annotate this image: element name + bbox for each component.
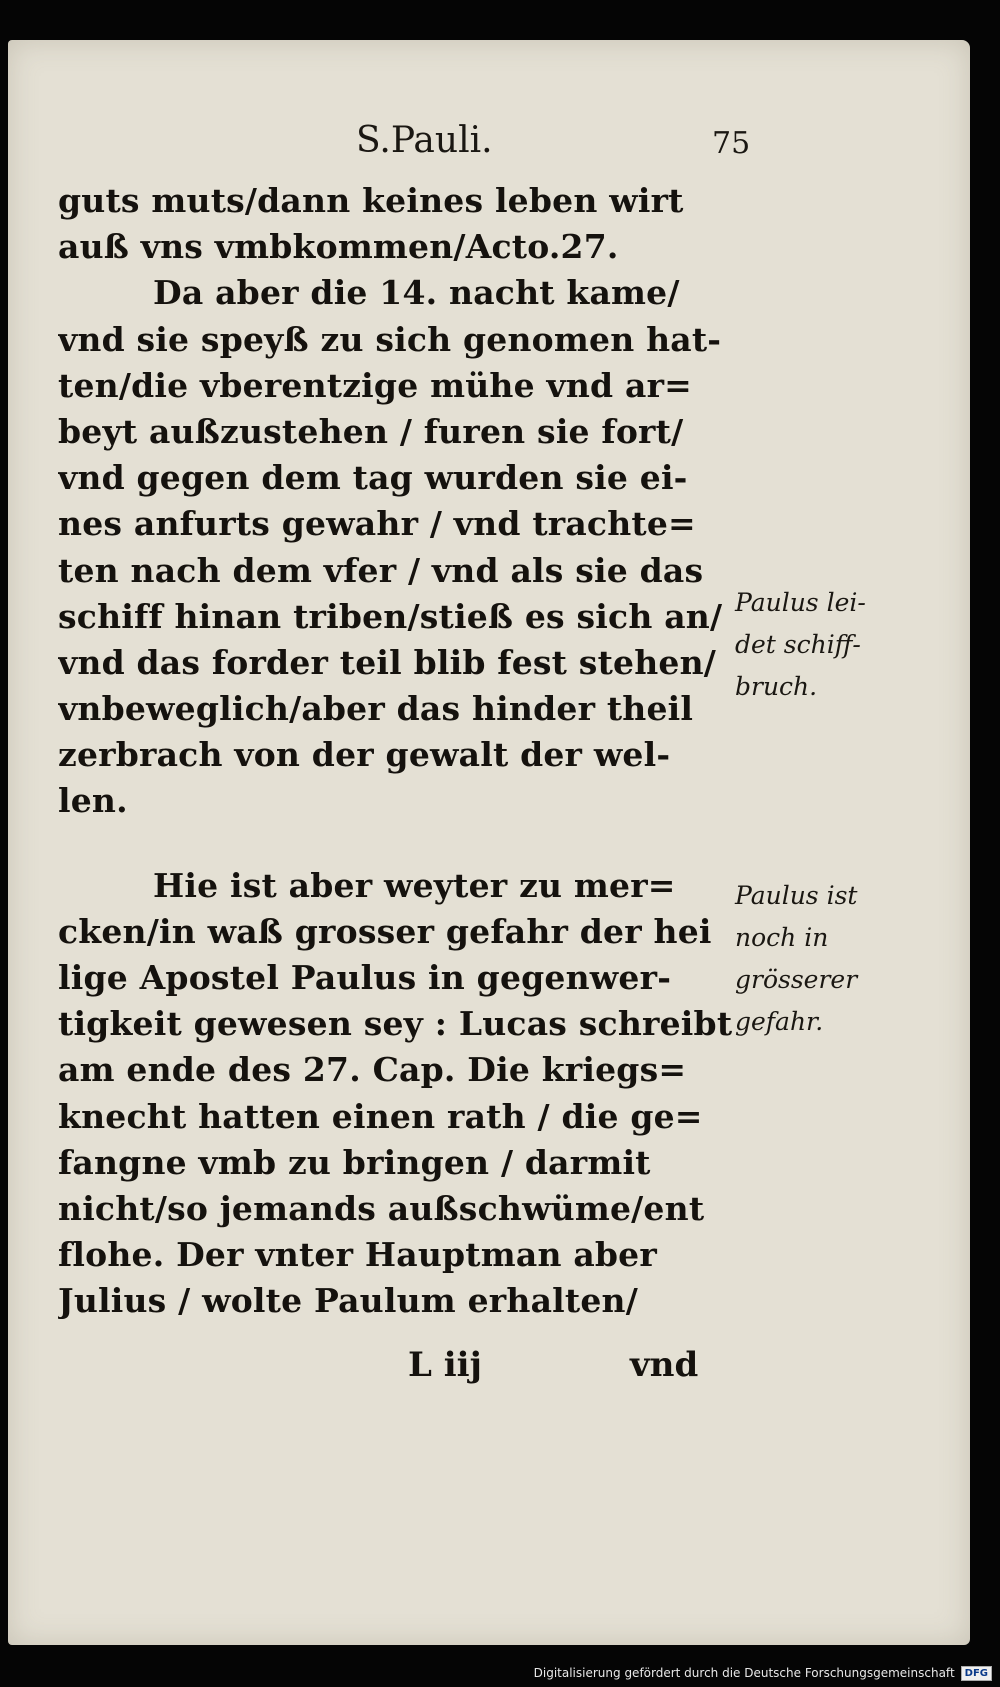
text-line: tigkeit gewesen sey : Lucas schreibt: [58, 1004, 733, 1044]
text-line: nes anfurts gewahr / vnd trachte=: [58, 504, 696, 544]
page-number: 75: [712, 126, 751, 161]
margin-note-line: Paulus ist: [735, 881, 858, 910]
text-line: vnd das forder teil blib fest stehen/: [58, 642, 717, 682]
text-line: Julius / wolte Paulum erhalten/: [58, 1281, 638, 1321]
margin-note-line: grösserer: [735, 965, 858, 994]
text-line: auß vns vmbkommen/Acto.27.: [58, 227, 619, 267]
text-line: lige Apostel Paulus in gegenwer-: [58, 958, 672, 997]
digitization-footer: [534, 1662, 992, 1684]
text-line: vnd sie speyß zu sich genomen hat-: [58, 319, 722, 359]
margin-note-shipwreck: [735, 582, 905, 708]
text-line: beyt außzustehen / furen sie fort/: [58, 411, 684, 451]
text-line: vnbeweglich/aber das hinder theil: [58, 689, 694, 729]
signature-mark: L iij: [408, 1345, 482, 1385]
text-line: Hie ist aber weyter zu mer=: [153, 865, 676, 905]
dfg-logo: DFG: [961, 1666, 992, 1681]
margin-note-line: Paulus lei-: [735, 588, 866, 617]
text-line: schiff hinan triben/stieß es sich an/: [58, 596, 723, 636]
margin-note-line: det schiff-: [735, 630, 861, 659]
text-line: zerbrach von der gewalt der wel-: [58, 735, 671, 775]
text-line: guts muts/dann keines leben wirt: [58, 181, 684, 220]
margin-note-line: noch in: [735, 923, 829, 952]
body-text: [58, 178, 748, 1325]
margin-note-line: gefahr.: [735, 1007, 824, 1036]
text-line: knecht hatten einen rath / die ge=: [58, 1096, 703, 1136]
text-line: vnd gegen dem tag wurden sie ei-: [58, 458, 688, 498]
text-line: ten/die vberentzige mühe vnd ar=: [58, 365, 693, 405]
text-line: nicht/so jemands außschwüme/ent: [58, 1188, 705, 1228]
catchword-line: [400, 1345, 730, 1395]
text-line: cken/in waß grosser gefahr der hei: [58, 911, 712, 951]
running-head: S.Pauli.: [356, 120, 493, 161]
text-line: flohe. Der vnter Hauptman aber: [58, 1235, 657, 1275]
text-line: ten nach dem vfer / vnd als sie das: [58, 550, 704, 590]
text-line: len.: [58, 781, 128, 821]
page-header: [350, 120, 750, 170]
footer-credit: Digitalisierung gefördert durch die Deutsche Forschungsgemeinschaft: [533, 1666, 955, 1680]
margin-note-line: bruch.: [735, 672, 818, 701]
margin-note-danger: [735, 875, 905, 1043]
text-line: fangne vmb zu bringen / darmit: [58, 1142, 651, 1182]
text-line: Da aber die 14. nacht kame/: [153, 273, 680, 313]
catchword: vnd: [630, 1345, 699, 1385]
text-line: am ende des 27. Cap. Die kriegs=: [58, 1050, 687, 1090]
